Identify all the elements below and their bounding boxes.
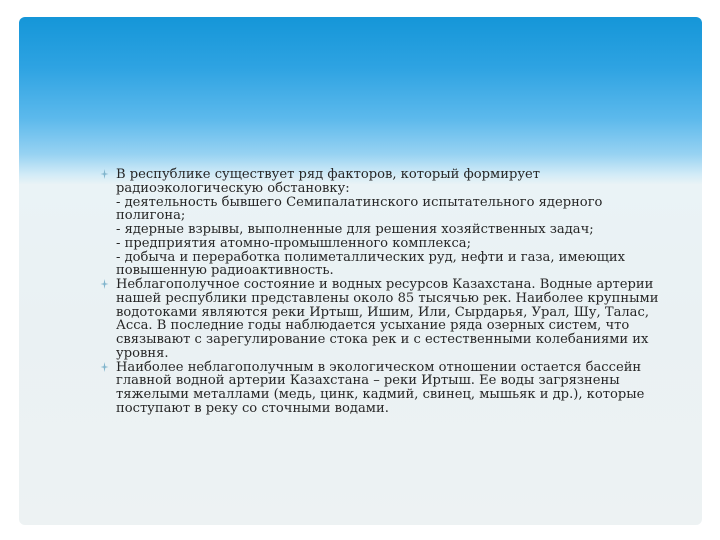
text-line: - предприятия атомно-промышленного комплекса; [116, 235, 472, 251]
text-line: нашей республики представлены около 85 тысячью рек. Наиболее крупными [116, 290, 659, 306]
bullet-item [94, 361, 656, 416]
sparkle-bullet-icon [100, 168, 109, 180]
bullet-list [94, 167, 659, 416]
text-line: связывают с зарегулирование стока рек и с естественными колебаниями их [116, 332, 649, 347]
text-line: главной водной артерии Казахстана – реки Иртыш. Ее воды загрязнены [116, 373, 620, 389]
text-line: тяжелыми металлами (медь, цинк, кадмий, свинец, мышьяк и др.), которые [116, 387, 645, 402]
text-line: Асса. В последние годы наблюдается усыхание ряда озерных систем, что [116, 318, 630, 334]
text-line: водотоками являются реки Иртыш, Ишим, Или, Сырдарья, Урал, Шу, Талас, [116, 304, 649, 320]
text-line: полигона; [116, 208, 186, 224]
sparkle-bullet-icon [100, 361, 109, 373]
text-line: Наиболее неблагополучным в экологическом отношении остается бассейн [116, 359, 642, 375]
text-line: - ядерные взрывы, выполненные для решения хозяйственных задач; [116, 222, 594, 237]
slide-background [19, 17, 702, 525]
text-line: повышенную радиоактивность. [116, 263, 334, 279]
text-line: уровня. [116, 345, 169, 361]
text-line: - деятельность бывшего Семипалатинского испытательного ядерного [116, 194, 603, 210]
bullet-item [94, 168, 656, 278]
text-line: В республике существует ряд факторов, который формирует [116, 167, 541, 182]
text-line: Неблагополучное состояние и водных ресурсов Казахстана. Водные артерии [116, 277, 654, 292]
sparkle-bullet-icon [100, 278, 109, 290]
text-line: - добыча и переработка полиметаллических руд, нефти и газа, имеющих [116, 249, 626, 265]
bullet-item [94, 277, 659, 361]
text-line: поступают в реку со сточными водами. [116, 400, 389, 416]
text-line: радиоэкологическую обстановку: [116, 180, 350, 196]
slide-content [94, 167, 659, 416]
